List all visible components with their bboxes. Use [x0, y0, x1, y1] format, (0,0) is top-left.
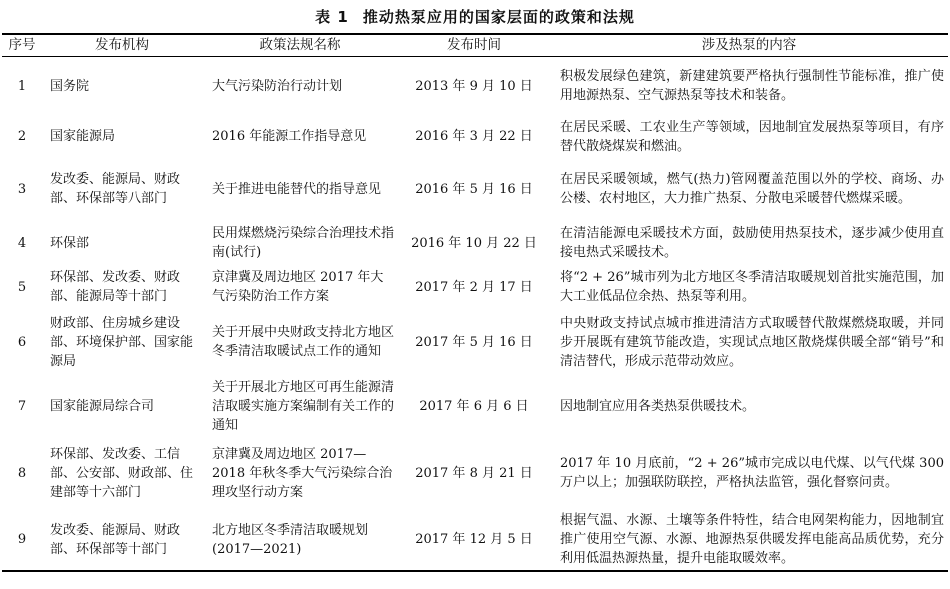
table-caption [0, 0, 950, 32]
cell-date: 2017 年 2 月 17 日 [415, 279, 533, 295]
cell-org: 财政部、住房城乡建设部、环境保护部、国家能源局 [50, 315, 194, 369]
cell-content: 因地制宜应用各类热泵供暖技术。 [560, 398, 756, 414]
header-org: 发布机构 [42, 34, 202, 56]
cell-date: 2016 年 5 月 16 日 [415, 181, 533, 197]
header-policy: 政策法规名称 [202, 34, 398, 56]
table-row [2, 437, 948, 509]
cell-content: 在居民采暖、工农业生产等领域，因地制宜发展热泵等项目，有序替代散烧煤炭和燃油。 [560, 119, 944, 154]
cell-org: 环保部、发改委、财政部、能源局等十部门 [50, 270, 181, 304]
cell-org: 发改委、能源局、财政部、环保部等八部门 [50, 172, 181, 206]
cell-no: 5 [17, 279, 27, 295]
table-title: 推动热泵应用的国家层面的政策和法规 [362, 7, 635, 26]
table-row [2, 509, 948, 571]
cell-content: 中央财政支持试点城市推进清洁方式取暖替代散煤燃烧取暖，并同步开展既有建筑节能改造，实现试点地区散烧煤供暖全部“销号”和清洁替代，形成示范带动效应。 [560, 315, 944, 369]
cell-policy: 北方地区冬季清洁取暖规划(2017—2021) [202, 509, 398, 571]
table-row [2, 157, 948, 221]
cell-content: 积极发展绿色建筑，新建建筑要严格执行强制性节能标准，推广使用地源热泵、空气源热泵等技术和装备。 [560, 69, 944, 104]
cell-org: 环保部、发改委、工信部、公安部、财政部、住建部等十六部门 [50, 446, 194, 500]
cell-org: 环保部 [50, 235, 90, 251]
cell-policy: 关于开展中央财政支持北方地区冬季清洁取暖试点工作的通知 [212, 325, 395, 359]
cell-no: 1 [17, 78, 27, 94]
cell-org: 国家能源局 [50, 129, 116, 144]
table-row [2, 116, 948, 157]
cell-date: 2016 年 10 月 22 日 [411, 235, 537, 251]
cell-policy: 大气污染防治行动计划 [212, 78, 343, 94]
table-row [2, 375, 948, 437]
cell-no: 7 [17, 398, 27, 414]
cell-org: 国务院 [50, 78, 90, 94]
header-no: 序号 [2, 34, 42, 56]
policy-table [2, 33, 948, 572]
header-date: 发布时间 [398, 34, 550, 56]
cell-policy: 关于推进电能替代的指导意见 [212, 181, 382, 197]
cell-content: 在清洁能源电采暖技术方面，鼓励使用热泵技术，逐步减少使用直接电热式采暖技术。 [560, 226, 944, 260]
cell-date: 2017 年 12 月 5 日 [398, 509, 550, 571]
cell-date: 2016 年 3 月 22 日 [415, 129, 533, 144]
cell-content: 在居民采暖领域，燃气(热力)管网覆盖范围以外的学校、商场、办公楼、农村地区，大力推广热泵、分散电采暖替代燃煤采暖。 [560, 172, 944, 206]
cell-policy: 民用煤燃烧污染综合治理技术指南(试行) [212, 226, 395, 260]
cell-date: 2017 年 5 月 16 日 [415, 334, 533, 350]
table-row [2, 56, 948, 116]
cell-content: 将“2 + 26”城市列为北方地区冬季清洁取暖规划首批实施范围，加大工业低品位余热、热泵等利用。 [560, 270, 944, 304]
cell-content: 根据气温、水源、土壤等条件特性，结合电网架构能力，因地制宜推广使用空气源、水源、地源热泵供暖发挥电能高品质优势，充分利用低温热源热量，提升电能取暖效率。 [550, 509, 948, 571]
table-row [2, 309, 948, 375]
cell-no: 2 [17, 129, 27, 144]
table-header-row [2, 34, 948, 56]
cell-content: 2017 年 10 月底前，“2 + 26”城市完成以电代煤、以气代煤 300 万户以上；加强联防联控，严格执法监管，强化督察问责。 [560, 456, 944, 490]
cell-policy: 关于开展北方地区可再生能源清洁取暖实施方案编制有关工作的通知 [212, 379, 395, 433]
cell-no: 9 [2, 509, 42, 571]
header-content: 涉及热泵的内容 [550, 34, 948, 56]
cell-policy: 京津冀及周边地区 2017 年大气污染防治工作方案 [212, 270, 384, 304]
cell-date: 2017 年 8 月 21 日 [415, 465, 533, 481]
cell-no: 3 [17, 181, 27, 197]
cell-org: 发改委、能源局、财政部、环保部等十部门 [42, 509, 202, 571]
cell-org: 国家能源局综合司 [50, 398, 155, 414]
table-row [2, 221, 948, 265]
cell-date: 2013 年 9 月 10 日 [415, 78, 533, 94]
cell-date: 2017 年 6 月 6 日 [419, 398, 529, 414]
cell-no: 8 [17, 465, 27, 481]
cell-policy: 京津冀及周边地区 2017—2018 年秋冬季大气污染综合治理攻坚行动方案 [212, 446, 393, 500]
cell-no: 6 [17, 334, 27, 350]
table-number: 表 1 [315, 7, 349, 26]
cell-no: 4 [17, 235, 27, 251]
table-row [2, 265, 948, 309]
cell-policy: 2016 年能源工作指导意见 [212, 129, 367, 144]
